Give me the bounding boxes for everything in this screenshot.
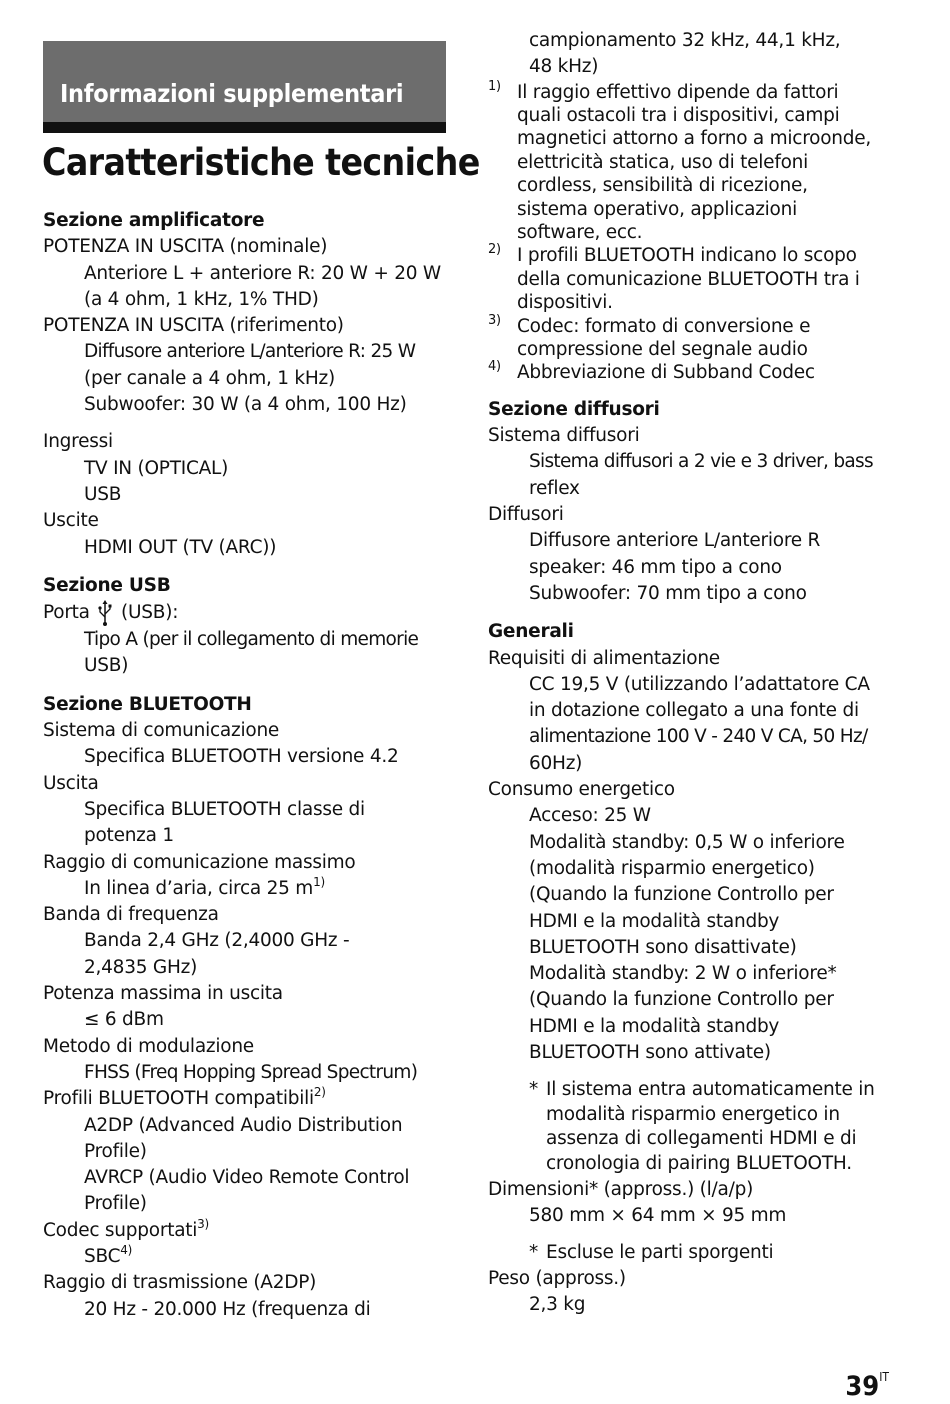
spec-label-usb-port (43, 599, 453, 627)
asterisk-note (488, 1241, 908, 1266)
footnote (488, 312, 908, 362)
spec-value: Acceso: 25 W (529, 805, 651, 827)
section-heading-usb: Sezione USB (43, 574, 171, 596)
spec-value: USB) (84, 655, 129, 677)
spec-label-text: Codec supportati (43, 1219, 198, 1241)
note-line: assenza di collegamenti HDMI e di (546, 1128, 857, 1150)
spec-value: Anteriore L + anteriore R: 20 W + 20 W (84, 262, 441, 284)
page-number-value: 39 (845, 1371, 880, 1402)
footnote-mark: 3) (488, 312, 501, 328)
spec-value: Subwoofer: 70 mm tipo a cono (529, 582, 807, 604)
spec-label-text: Profili BLUETOOTH compatibili (43, 1088, 314, 1110)
spec-label: Requisiti di alimentazione (488, 647, 720, 669)
note-line: Il sistema entra automaticamente in (546, 1079, 875, 1101)
spec-value: potenza 1 (84, 825, 174, 847)
spec-label: Sistema diffusori (488, 425, 640, 447)
spec-label: Raggio di trasmissione (A2DP) (43, 1272, 317, 1294)
spec-value: 20 Hz - 20.000 Hz (frequenza di (84, 1298, 371, 1320)
spec-value: Profile) (84, 1140, 147, 1162)
footnote-ref: 1) (313, 874, 325, 889)
note-line: modalità risparmio energetico in (546, 1103, 840, 1125)
spec-label (43, 1218, 453, 1244)
spec-value (43, 1244, 453, 1270)
note-line: Escluse le parti sporgenti (546, 1242, 774, 1264)
spec-value: HDMI e la modalità standby (529, 1015, 780, 1037)
spec-label: Diffusori (488, 504, 564, 526)
spec-value: Modalità standby: 0,5 W o inferiore (529, 831, 845, 853)
section-heading-general: Generali (488, 621, 574, 643)
spec-label: Consumo energetico (488, 779, 675, 801)
spec-value: Specifica BLUETOOTH classe di (84, 798, 365, 820)
footnote (488, 244, 908, 314)
section-heading-speakers: Sezione diffusori (488, 398, 660, 420)
note-line: cronologia di pairing BLUETOOTH. (546, 1153, 852, 1175)
spec-value: campionamento 32 kHz, 44,1 kHz, (529, 30, 841, 51)
spec-value: CC 19,5 V (utilizzando l’adattatore CA (529, 673, 870, 695)
footnote-line: Abbreviazione di Subband Codec (517, 362, 815, 384)
footnote-line: elettricità statica, uso di telefoni (517, 151, 809, 173)
spec-value: reflex (529, 477, 580, 499)
spec-value: TV IN (OPTICAL) (84, 457, 229, 479)
left-column (43, 208, 453, 1323)
spec-value: HDMI OUT (TV (ARC)) (84, 536, 277, 558)
spec-label: Raggio di comunicazione massimo (43, 851, 356, 873)
spec-value: ≤ 6 dBm (84, 1009, 164, 1031)
spec-value: Profile) (84, 1193, 147, 1215)
spec-value: HDMI e la modalità standby (529, 910, 780, 932)
footnote-mark: 2) (488, 242, 501, 258)
spec-value: Diffusore anteriore L/anteriore R (529, 530, 821, 552)
section-heading-bluetooth: Sezione BLUETOOTH (43, 693, 252, 715)
footnote (488, 361, 908, 384)
spec-value: 60Hz) (529, 752, 583, 774)
footnote-line: quali ostacoli tra i dispositivi, campi (517, 105, 840, 126)
spec-label: (USB): (121, 602, 179, 624)
spec-value-text: SBC (84, 1245, 121, 1267)
spec-label: Banda di frequenza (43, 904, 219, 926)
section-banner (43, 41, 446, 122)
spec-value: (a 4 ohm, 1 kHz, 1% THD) (84, 288, 319, 310)
footnote-line: della comunicazione BLUETOOTH tra i (517, 268, 860, 290)
spec-value: (per canale a 4 ohm, 1 kHz) (84, 367, 335, 389)
spec-value: in dotazione collegato a una fonte di (529, 700, 859, 722)
footnote-line: dispositivi. (517, 292, 613, 314)
spec-value: Sistema diffusori a 2 vie e 3 driver, bass (529, 451, 873, 473)
spec-value: Specifica BLUETOOTH versione 4.2 (84, 746, 399, 768)
spec-value: Tipo A (per il collegamento di memorie (84, 629, 419, 651)
usb-icon (97, 599, 113, 627)
asterisk-mark: * (529, 1079, 538, 1101)
spec-value: AVRCP (Audio Video Remote Control (84, 1167, 410, 1189)
spec-label: Ingressi (43, 431, 113, 453)
footnote-ref: 4) (120, 1242, 133, 1257)
banner-underline (43, 122, 446, 133)
spec-value: USB (84, 483, 122, 505)
spec-label: Uscite (43, 510, 99, 532)
asterisk-note (488, 1078, 908, 1176)
spec-label: Peso (appross.) (488, 1267, 626, 1289)
footnote-line: cordless, sensibilità di ricezione, (517, 175, 808, 197)
spec-value: A2DP (Advanced Audio Distribution (84, 1114, 403, 1136)
spec-label (43, 1086, 453, 1112)
page-language: IT (879, 1370, 889, 1384)
spec-value (43, 876, 453, 902)
spec-value: 580 mm × 64 mm × 95 mm (529, 1204, 787, 1226)
footnote-line: Codec: formato di conversione e (517, 315, 811, 337)
footnote-line: compressione del segnale audio (517, 339, 808, 361)
footnote-line: I profili BLUETOOTH indicano lo scopo (517, 245, 857, 267)
spec-label: POTENZA IN USCITA (nominale) (43, 236, 328, 258)
spec-label: Uscita (43, 772, 99, 794)
footnote-line: sistema operativo, applicazioni (517, 198, 797, 220)
spec-value: Banda 2,4 GHz (2,4000 GHz - (84, 930, 350, 952)
spec-label: Potenza massima in uscita (43, 983, 283, 1005)
footnote-line: magnetici attorno a forno a microonde, (517, 128, 872, 150)
spec-label: Dimensioni* (appross.) (l/a/p) (488, 1178, 754, 1200)
footnote-ref: 2) (313, 1085, 326, 1100)
spec-label: Porta (43, 602, 90, 624)
spec-value: alimentazione 100 V - 240 V CA, 50 Hz/ (529, 726, 868, 748)
right-column (488, 28, 908, 1318)
footnote-line: software, ecc. (517, 222, 643, 244)
spec-value: (modalità risparmio energetico) (529, 857, 815, 879)
page-title: Caratteristiche tecniche (42, 141, 480, 184)
spec-value: (Quando la funzione Controllo per (529, 989, 834, 1011)
spec-value: Diffusore anteriore L/anteriore R: 25 W (84, 341, 416, 363)
spec-value: speaker: 46 mm tipo a cono (529, 556, 782, 578)
spec-value: BLUETOOTH sono disattivate) (529, 936, 797, 958)
spec-label: POTENZA IN USCITA (riferimento) (43, 315, 344, 337)
spec-value: 2,4835 GHz) (84, 956, 198, 978)
spec-label: Sistema di comunicazione (43, 720, 280, 742)
spec-value: (Quando la funzione Controllo per (529, 884, 834, 906)
banner-title: Informazioni supplementari (60, 79, 404, 108)
spec-value: FHSS (Freq Hopping Spread Spectrum) (84, 1061, 418, 1083)
page-number (845, 1371, 889, 1402)
footnote-line: Il raggio effettivo dipende da fattori (517, 81, 839, 103)
spec-value: Subwoofer: 30 W (a 4 ohm, 100 Hz) (84, 394, 407, 416)
asterisk-mark: * (529, 1242, 538, 1264)
spec-value: 48 kHz) (529, 56, 599, 78)
spec-value: BLUETOOTH sono attivate) (529, 1042, 771, 1063)
section-heading-amplifier: Sezione amplificatore (43, 210, 265, 231)
footnote-mark: 4) (488, 359, 501, 375)
footnote-ref: 3) (197, 1216, 209, 1231)
spec-value-text: In linea d’aria, circa 25 m (84, 877, 314, 899)
footnote (488, 78, 908, 245)
footnote-mark: 1) (488, 78, 501, 94)
spec-value: 2,3 kg (529, 1294, 586, 1316)
spec-label: Metodo di modulazione (43, 1035, 254, 1057)
spec-value: Modalità standby: 2 W o inferiore* (529, 963, 837, 985)
